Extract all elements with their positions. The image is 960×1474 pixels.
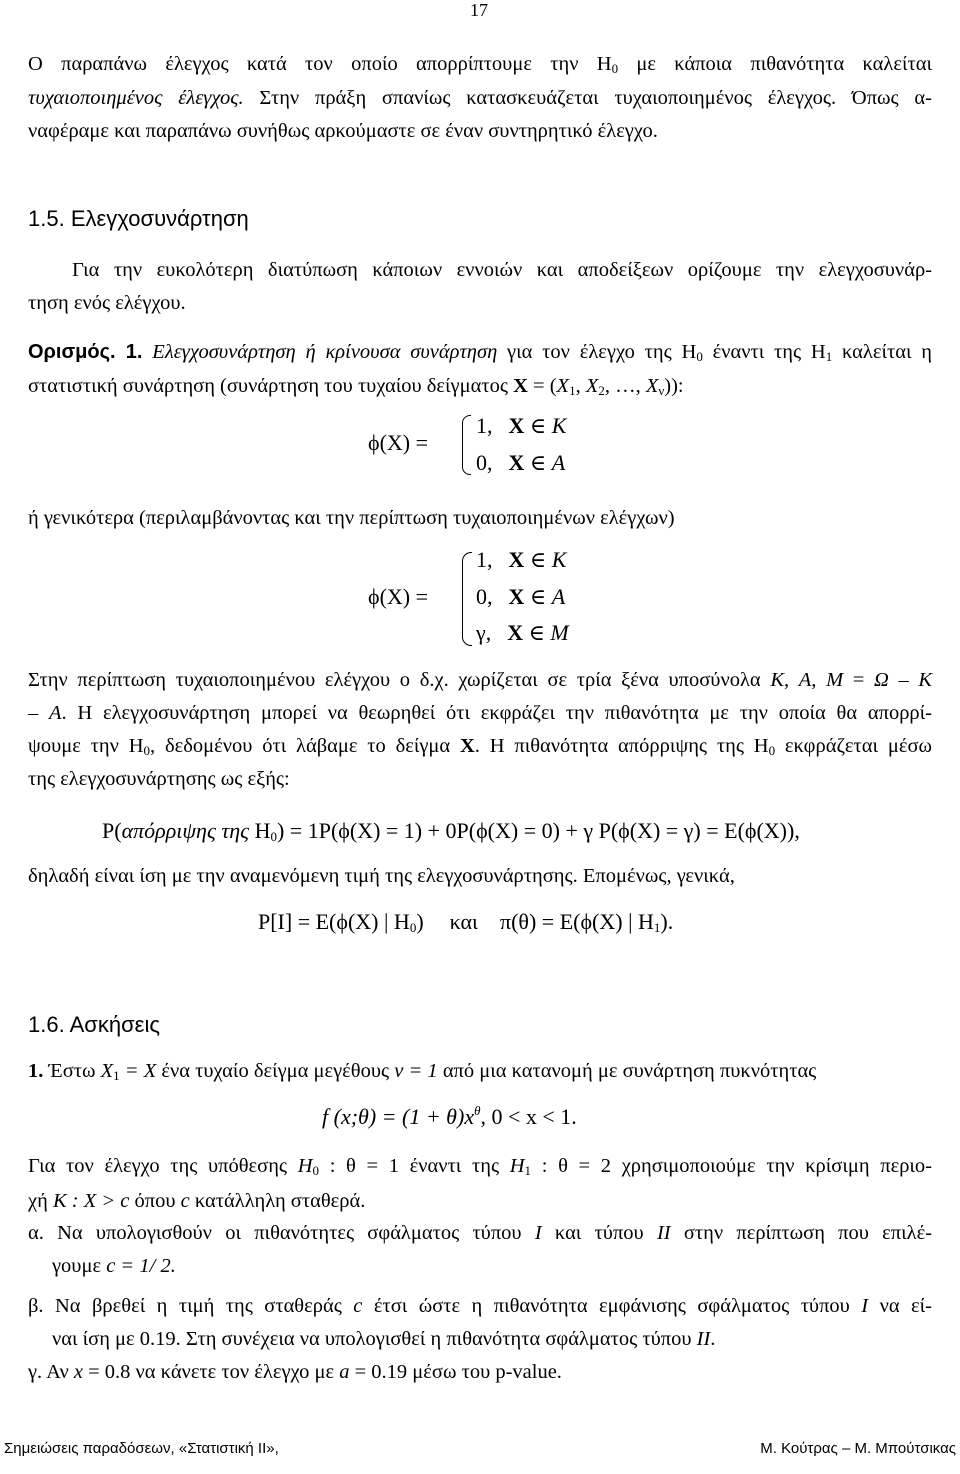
exercise-part-b: β. Να βρεθεί η τιμή της σταθεράς c έτσι ώστε η πιθανότητα εμφάνισης σφάλματος τύπου I να εί-: [28, 1295, 932, 1317]
exercise-line: Για τον έλεγχο της υπόθεσης $H_0$ : θ = 1 έναντι της $H_1$ : θ = 2 χρησιμοποιούμε την κρίσιμη περιο-: [28, 1155, 933, 1178]
paragraph-line: τηση ενός ελέγχου.: [28, 292, 186, 314]
equation-rejection-probability: P(απόρριψης της $H_0) = 1P(\phi(X) = 1) + 0P(\phi(X) = 0) + \gamma$ P(ϕ(X) = γ) = E(ϕ(X)),: [102, 818, 800, 844]
case-row: γ, X ∈ M: [476, 620, 569, 645]
page-number: 17: [470, 0, 488, 20]
paragraph-line: – A. Η ελεγχοσυνάρτηση μπορεί να θεωρηθεί ότι εκφράζει την πιθανότητα με την οποία θα απορρί-: [28, 702, 933, 724]
left-brace: [462, 415, 471, 475]
section-heading: 1.6. Ασκήσεις: [28, 1012, 160, 1037]
section-heading: 1.5. Ελεγχοσυνάρτηση: [28, 206, 249, 231]
paragraph-line: Για την ευκολότερη διατύπωση κάποιων εννοιών και αποδείξεων ορίζουμε την ελεγχοσυνάρ-: [72, 259, 932, 281]
equation-size-power: P[I] = E(ϕ(X) | $H_0$) και π(θ) = E(ϕ(X) | $H_1$).: [258, 909, 674, 935]
exercise-line: χή K : X > c όπου c κατάλληλη σταθερά.: [28, 1190, 366, 1212]
definition-line: Ορισμός. 1. Ελεγχοσυνάρτηση ή κρίνουσα συνάρτηση για τον έλεγχο της $H_0$ έναντι της $H_1$ καλείται η: [28, 341, 932, 364]
equation-lhs: ϕ(X) =: [368, 430, 429, 455]
paragraph-line: Στην περίπτωση τυχαιοποιημένου ελέγχου ο δ.χ. χωρίζεται σε τρία ξένα υποσύνολα K, A, M = Ω – K: [28, 669, 933, 691]
definition-line: στατιστική συνάρτηση (συνάρτηση του τυχαίου δείγματος $X = (X_1$, $X_2$, …, $X_\nu$)):: [28, 375, 684, 398]
exercise-part-a: α. Να υπολογισθούν οι πιθανότητες σφάλματος τύπου I και τύπου II στην περίπτωση που επιλέ-: [28, 1222, 933, 1244]
exercise-part-a-cont: γουμε c = 1/ 2.: [52, 1255, 176, 1277]
paragraph-line: τυχαιοποιημένος έλεγχος. Στην πράξη σπανίως κατασκευάζεται τυχαιοποιημένος έλεγχος. Όπως α-: [28, 87, 932, 109]
case-row: 0, X ∈ A: [476, 584, 566, 609]
case-row: 0, X ∈ A: [476, 450, 566, 475]
exercise-part-c: γ. Αν x = 0.8 να κάνετε τον έλεγχο με a = 0.19 μέσω του p-value.: [28, 1361, 562, 1383]
exercise-line: 1. Έστω $X_1 = X$ ένα τυχαίο δείγμα μεγέθους ν = 1 από μια κατανομή με συνάρτηση πυκνότητας: [28, 1060, 817, 1083]
paragraph-line: ή γενικότερα (περιλαμβάνοντας και την περίπτωση τυχαιοποιημένων ελέγχων): [28, 507, 675, 529]
exercise-part-b-cont: ναι ίση με 0.19. Στη συνέχεια να υπολογισθεί η πιθανότητα σφάλματος τύπου II.: [52, 1328, 716, 1350]
footer-left: Σημειώσεις παραδόσεων, «Στατιστική ΙΙ»,: [4, 1440, 279, 1457]
paragraph-line: Ο παραπάνω έλεγχος κατά τον οποίο απορρίπτουμε την $H_0$ με κάποια πιθανότητα καλείται: [28, 53, 932, 76]
case-row: 1, X ∈ K: [476, 547, 567, 572]
equation-lhs: ϕ(X) =: [368, 584, 429, 609]
density-equation: f (x;θ) = $(1 + \theta)x^\theta$, 0 < x < 1.: [322, 1103, 577, 1129]
paragraph-line: ψουμε την $H_0$, δεδομένου ότι λάβαμε το δείγμα X. Η πιθανότητα απόρριψης της $H_0$ εκφράζεται μέσω: [28, 735, 932, 758]
paragraph-line: ναφέραμε και παραπάνω συνήθως αρκούμαστε σε έναν συντηρητικό έλεγχο.: [28, 120, 658, 142]
paragraph-line: της ελεγχοσυνάρτησης ως εξής:: [28, 768, 290, 790]
left-brace: [462, 552, 472, 646]
footer-right: Μ. Κούτρας – Μ. Μπούτσικας: [760, 1440, 956, 1457]
case-row: 1, X ∈ K: [476, 413, 567, 438]
paragraph-line: δηλαδή είναι ίση με την αναμενόμενη τιμή της ελεγχοσυνάρτησης. Επομένως, γενικά,: [28, 865, 735, 887]
